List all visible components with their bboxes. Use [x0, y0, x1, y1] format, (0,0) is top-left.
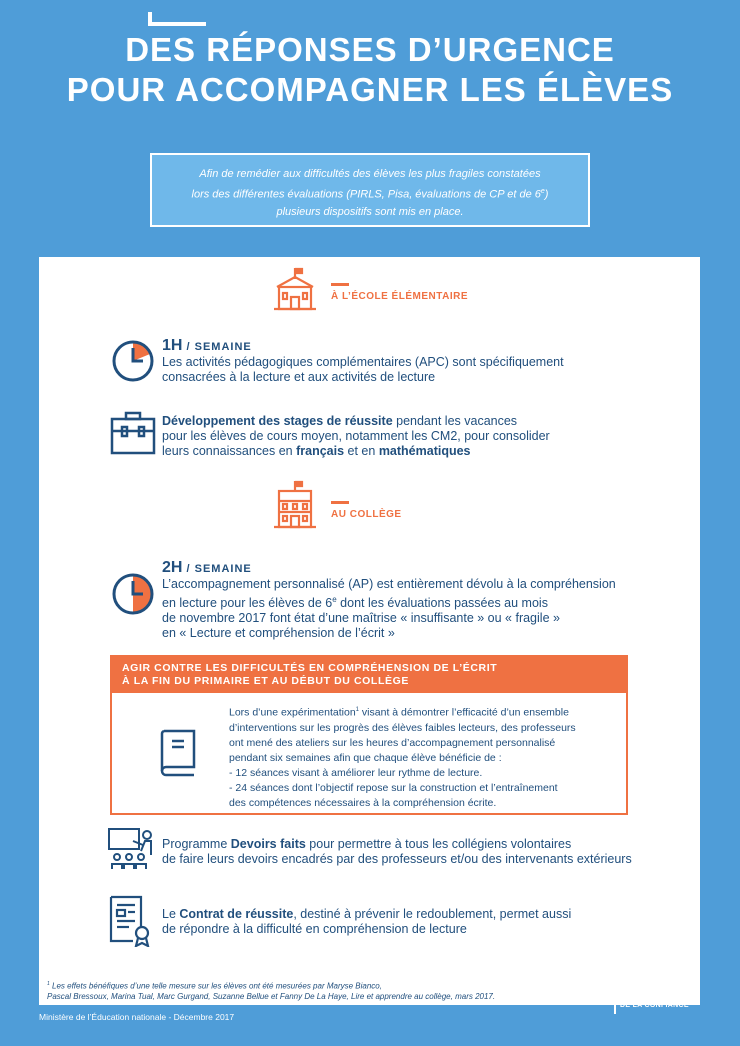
certificate-icon [109, 895, 153, 947]
college-time-heading: 2H / SEMAINE [162, 559, 252, 576]
experiment-box [110, 655, 628, 815]
elementary-stages-text: Développement des stages de réussite pendant les vacances pour les élèves de cours moyen, notamment les CM2, pour consolider leurs connaissances en français et en mathématiques [162, 414, 550, 458]
college-time-text: L’accompagnement personnalisé (AP) est entièrement dévolu à la compréhension en lecture pour les élèves de 6e dont les évaluations passées au mois de novembre 2017 font état d’une maîtrise « insuffisante » ou « fragile » en « Lecture et compréhension de l’écrit » [162, 577, 616, 641]
school-icon [271, 265, 319, 313]
footnote: $^1$ Les effets bénéfiques d’une telle mesure sur les élèves ont été mesurées par Maryse Bianco, Pascal Bressoux, Marina Tual, Marc Gurgand, Suzanne Bellue et Fanny De La Haye, Lire et apprendre au collège, mars 2017. [47, 981, 496, 1001]
experiment-text: Lors d’une expérimentation$^1$ visant à démontrer l’efficacité d’un ensemble d’interventions sur les progrès des élèves faibles lecteurs, des professeurs ont mené des ateliers sur les heures d’accompagnement personnalisé pendant six semaines afin que chaque élève bénéficie de : - 12 séances visant à améliorer leur rythme de lecture. - 24 séances dont l’objectif repose sur la construction et l’entraînement des compétences nécessaires à la compréhension écrite. [229, 706, 576, 809]
contrat-reussite-text: Le Contrat de réussite, destiné à prévenir le redoublement, permet aussi de répondre à la difficulté en compréhension de lecture [162, 907, 572, 936]
book-icon [158, 727, 198, 777]
title-decoration [148, 12, 206, 26]
clock-icon [109, 337, 157, 385]
ecole-confiance-logo: POUR L’ÉCOLE DE LA CONFIANCE [620, 992, 689, 1010]
section-college: AU COLLÈGE [331, 501, 402, 520]
content-card [39, 257, 700, 1005]
college-building-icon [271, 479, 319, 531]
intro-box: Afin de remédier aux difficultés des élèves les plus fragiles constatées lors des différentes évaluations (PIRLS, Pisa, évaluations de CP et de 6e) plusieurs dispositifs sont mis en place. [150, 153, 590, 227]
experiment-box-heading: AGIR CONTRE LES DIFFICULTÉS EN COMPRÉHENSION DE L’ÉCRIT À LA FIN DU PRIMAIRE ET AU DÉBUT DU COLLÈGE [112, 657, 626, 693]
clock-icon [109, 570, 157, 618]
footer-credit: Ministère de l’Éducation nationale - Décembre 2017 [39, 1012, 235, 1022]
elementary-time-text: Les activités pédagogiques complémentaires (APC) sont spécifiquement consacrées à la lecture et aux activités de lecture [162, 355, 564, 384]
elementary-time-heading: 1H / SEMAINE [162, 337, 252, 354]
section-elementary: À L’ÉCOLE ÉLÉMENTAIRE [331, 283, 468, 302]
devoirs-faits-text: Programme Devoirs faits pour permettre à tous les collégiens volontaires de faire leurs devoirs encadrés par des professeurs et/ou des intervenants extérieurs [162, 837, 632, 866]
page-title: DES RÉPONSES D’URGENCE POUR ACCOMPAGNER LES ÉLÈVES [66, 31, 674, 108]
teacher-board-icon [107, 827, 157, 873]
briefcase-icon [109, 410, 157, 456]
